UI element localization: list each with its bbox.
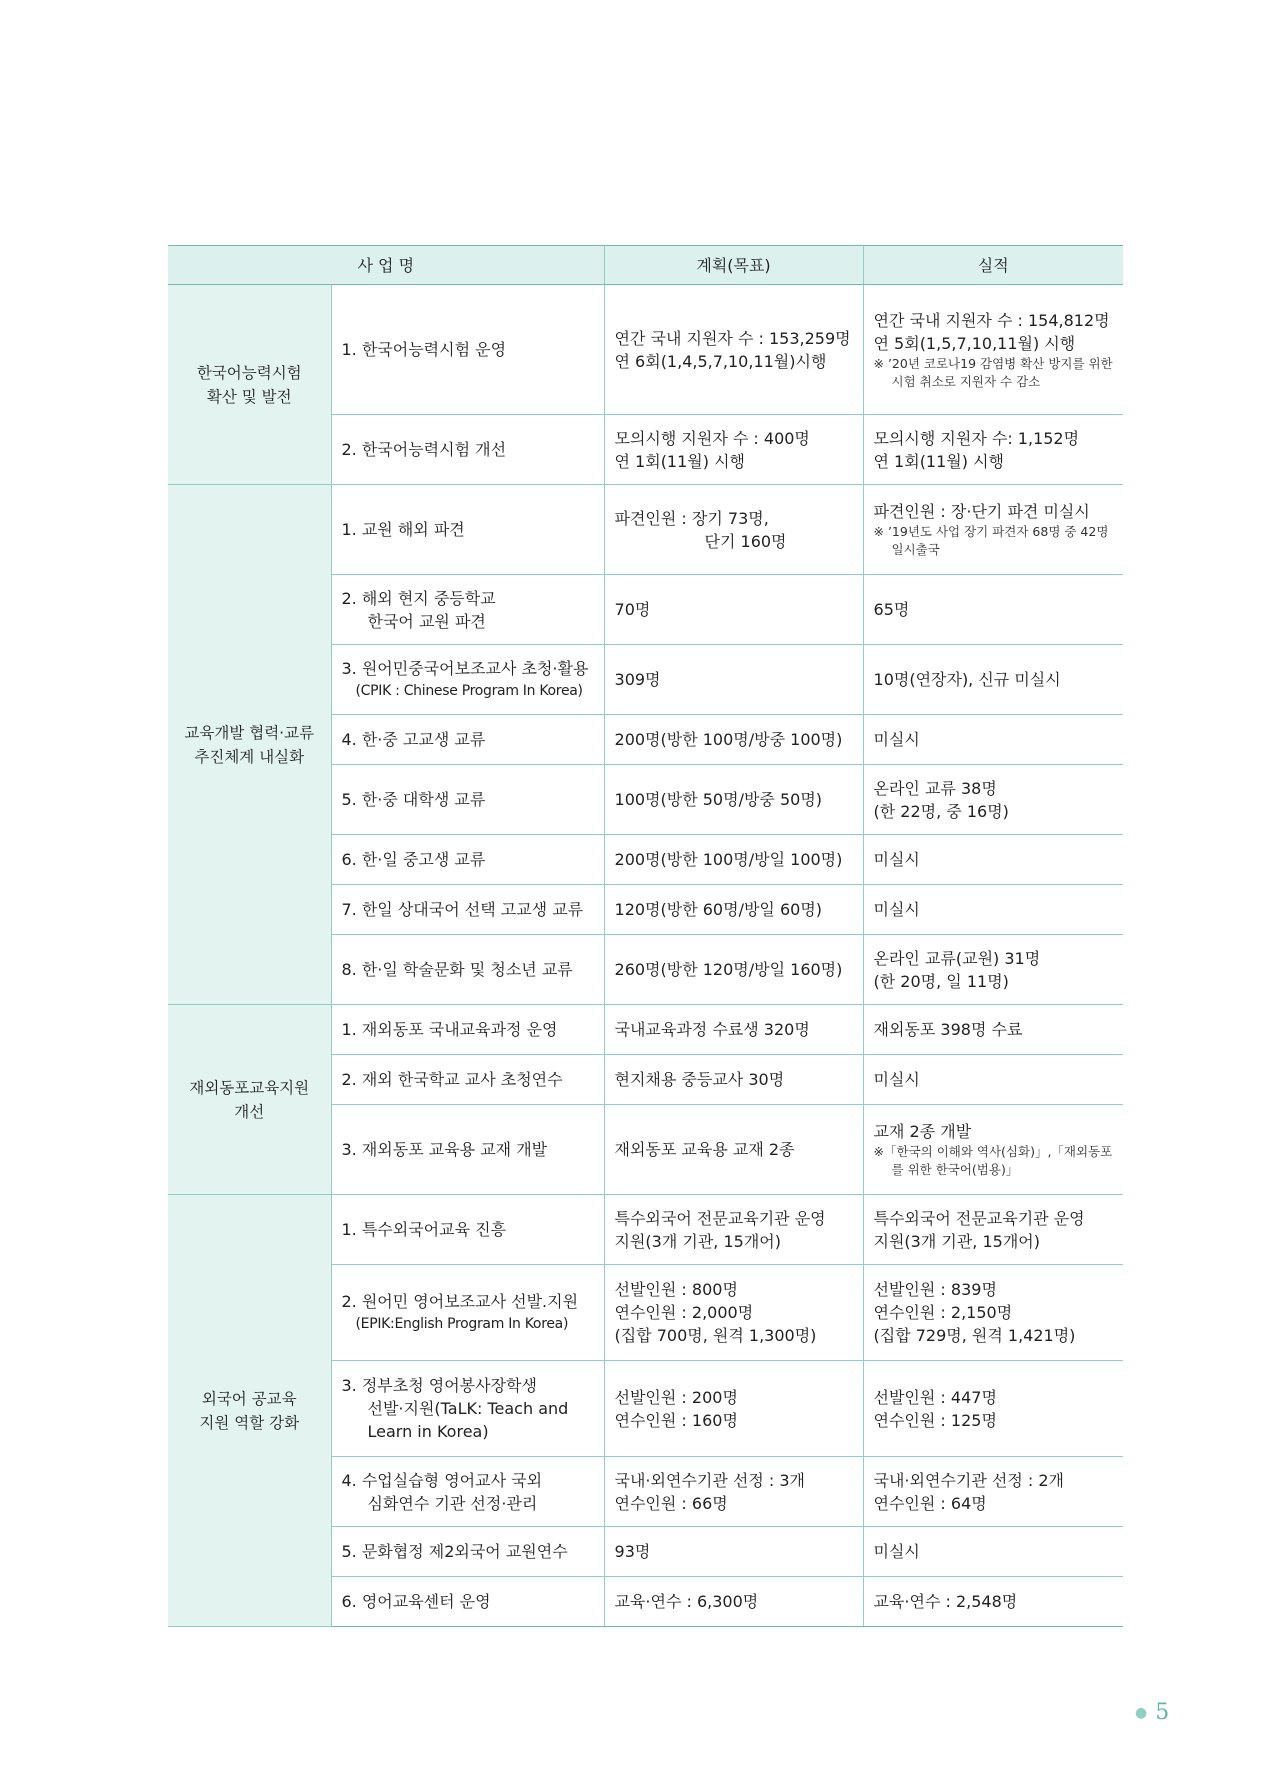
item-line: (CPIK : Chinese Program In Korea) <box>355 682 583 699</box>
result-line: 미실시 <box>873 900 920 919</box>
plan-line: 120명(방한 60명/방일 60명) <box>614 900 823 919</box>
result-line: 온라인 교류 38명 <box>873 778 997 798</box>
result-line: 연간 국내 지원자 수 : 154,812명 <box>873 310 1110 330</box>
result-line: 미실시 <box>873 730 920 749</box>
header-project: 사 업 명 <box>168 246 604 285</box>
result-cell <box>863 835 1123 885</box>
category-cell <box>168 485 331 1005</box>
item-line: 2. 재외 한국학교 교사 초청연수 <box>341 1070 563 1089</box>
plan-line: 연 1회(11월) 시행 <box>614 451 745 471</box>
plan-line: 모의시행 지원자 수 : 400명 <box>614 428 810 448</box>
category-line: 외국어 공교육 <box>201 1389 297 1408</box>
plan-cell <box>604 1105 863 1195</box>
result-line: 연 5회(1,5,7,10,11월) 시행 <box>873 333 1076 353</box>
result-line: 선발인원 : 839명 <box>873 1280 997 1299</box>
table-row <box>168 1195 1123 1265</box>
table-row <box>168 485 1123 575</box>
item-line: 3. 정부초청 영어봉사장학생 <box>341 1376 537 1395</box>
plan-line: 260명(방한 120명/방일 160명) <box>614 960 843 979</box>
plan-cell <box>604 1527 863 1577</box>
plan-line: 재외동포 교육용 교재 2종 <box>614 1140 795 1159</box>
result-cell <box>863 935 1123 1005</box>
result-cell <box>863 1005 1123 1055</box>
item-cell <box>331 1005 604 1055</box>
item-line: 1. 한국어능력시험 운영 <box>341 340 507 359</box>
item-line: 1. 교원 해외 파견 <box>341 520 465 539</box>
category-cell <box>168 1195 331 1627</box>
header-row <box>168 246 1123 285</box>
item-line: 1. 재외동포 국내교육과정 운영 <box>341 1020 558 1039</box>
result-cell <box>863 1265 1123 1361</box>
category-line: 확산 및 발전 <box>206 387 292 406</box>
item-cell <box>331 1577 604 1627</box>
plan-line: 연수인원 : 66명 <box>614 1493 728 1513</box>
item-line: 2. 해외 현지 중등학교 <box>341 588 496 608</box>
plan-line: 국내교육과정 수료생 320명 <box>614 1020 810 1039</box>
plan-line: 선발인원 : 800명 <box>614 1280 738 1299</box>
result-line: 교재 2종 개발 <box>873 1122 972 1141</box>
result-line: 파견인원 : 장·단기 파견 미실시 <box>873 502 1090 521</box>
result-line: (집합 729명, 원격 1,421명) <box>873 1326 1076 1345</box>
item-cell <box>331 1361 604 1457</box>
item-line: (EPIK:English Program In Korea) <box>355 1315 569 1332</box>
plan-cell <box>604 1055 863 1105</box>
item-cell <box>331 1527 604 1577</box>
result-cell <box>863 285 1123 415</box>
result-line: 국내·외연수기관 선정 : 2개 <box>873 1470 1064 1490</box>
result-line: 미실시 <box>873 1542 920 1561</box>
result-line: 연수인원 : 2,150명 <box>873 1303 1013 1322</box>
plan-cell <box>604 715 863 765</box>
plan-line: 93명 <box>614 1542 651 1561</box>
result-line: (한 20명, 일 11명) <box>873 971 1009 991</box>
result-line: 연수인원 : 125명 <box>873 1410 997 1430</box>
item-cell <box>331 415 604 485</box>
page-number-text: 5 <box>1155 1700 1170 1725</box>
plan-line: 국내·외연수기관 선정 : 3개 <box>614 1470 805 1490</box>
plan-line: 200명(방한 100명/방중 100명) <box>614 730 843 749</box>
plan-line: 단기 160명 <box>704 531 787 551</box>
result-cell <box>863 765 1123 835</box>
item-line: 3. 재외동포 교육용 교재 개발 <box>341 1140 548 1159</box>
item-cell <box>331 485 604 575</box>
item-cell <box>331 1195 604 1265</box>
item-line: 3. 원어민중국어보조교사 초청·활용 <box>341 658 589 678</box>
result-note: ※ ’19년도 사업 장기 파견자 68명 중 42명 일시출국 <box>873 524 1109 557</box>
result-cell <box>863 1361 1123 1457</box>
header-plan: 계획(목표) <box>604 246 863 285</box>
category-line: 재외동포교육지원 <box>189 1078 310 1097</box>
plan-cell <box>604 645 863 715</box>
plan-cell <box>604 415 863 485</box>
plan-line: 지원(3개 기관, 15개어) <box>614 1231 781 1251</box>
item-cell <box>331 1457 604 1527</box>
plan-line: (집합 700명, 원격 1,300명) <box>614 1326 817 1345</box>
item-cell <box>331 1055 604 1105</box>
result-line: 연 1회(11월) 시행 <box>873 451 1004 471</box>
plan-cell <box>604 885 863 935</box>
category-line: 한국어능력시험 <box>196 363 302 382</box>
result-cell <box>863 415 1123 485</box>
plan-line: 연수인원 : 160명 <box>614 1410 738 1430</box>
item-line: 6. 한·일 중고생 교류 <box>341 850 486 869</box>
item-line: 2. 한국어능력시험 개선 <box>341 440 507 459</box>
category-cell <box>168 1005 331 1195</box>
plan-line: 연 6회(1,4,5,7,10,11월)시행 <box>614 351 827 371</box>
result-line: 선발인원 : 447명 <box>873 1387 997 1407</box>
item-line: 5. 한·중 대학생 교류 <box>341 790 486 809</box>
result-line: 미실시 <box>873 850 920 869</box>
table-row <box>168 1005 1123 1055</box>
item-cell <box>331 935 604 1005</box>
item-cell <box>331 885 604 935</box>
page-number <box>1135 1700 1169 1725</box>
plan-cell <box>604 1457 863 1527</box>
item-line: 심화연수 기관 선정·관리 <box>367 1493 538 1513</box>
item-line: 4. 수업실습형 영어교사 국외 <box>341 1470 543 1490</box>
item-cell <box>331 835 604 885</box>
item-cell <box>331 575 604 645</box>
header-result: 실적 <box>863 246 1123 285</box>
plan-line: 교육·연수 : 6,300명 <box>614 1592 759 1611</box>
result-cell <box>863 485 1123 575</box>
item-cell <box>331 1105 604 1195</box>
item-cell <box>331 285 604 415</box>
plan-line: 선발인원 : 200명 <box>614 1387 738 1407</box>
plan-cell <box>604 1195 863 1265</box>
plan-line: 100명(방한 50명/방중 50명) <box>614 790 823 809</box>
plan-cell <box>604 575 863 645</box>
result-note: ※「한국의 이해와 역사(심화)」,「재외동포를 위한 한국어(범용)」 <box>873 1144 1113 1177</box>
item-cell <box>331 715 604 765</box>
category-line: 추진체계 내실화 <box>194 747 305 766</box>
bullet-dot-icon: ● <box>1135 1705 1148 1721</box>
category-cell <box>168 285 331 485</box>
item-cell <box>331 1265 604 1361</box>
result-line: 모의시행 지원자 수: 1,152명 <box>873 428 1080 448</box>
plan-line: 연간 국내 지원자 수 : 153,259명 <box>614 328 851 348</box>
item-line: 7. 한일 상대국어 선택 고교생 교류 <box>341 900 584 919</box>
performance-table <box>168 245 1123 1627</box>
result-cell <box>863 1457 1123 1527</box>
plan-cell <box>604 285 863 415</box>
item-line: 2. 원어민 영어보조교사 선발.지원 <box>341 1291 579 1311</box>
plan-cell <box>604 1005 863 1055</box>
result-line: 연수인원 : 64명 <box>873 1493 987 1513</box>
result-cell <box>863 1105 1123 1195</box>
item-line: 5. 문화협정 제2외국어 교원연수 <box>341 1542 568 1561</box>
result-line: 교육·연수 : 2,548명 <box>873 1592 1018 1611</box>
plan-line: 현지채용 중등교사 30명 <box>614 1070 785 1089</box>
item-line: 1. 특수외국어교육 진흥 <box>341 1220 507 1239</box>
plan-cell <box>604 1361 863 1457</box>
item-cell <box>331 765 604 835</box>
category-line: 지원 역할 강화 <box>199 1413 300 1432</box>
plan-cell <box>604 485 863 575</box>
plan-cell <box>604 765 863 835</box>
plan-cell <box>604 935 863 1005</box>
plan-cell <box>604 1265 863 1361</box>
item-line: 한국어 교원 파견 <box>367 611 486 631</box>
plan-line: 연수인원 : 2,000명 <box>614 1303 754 1322</box>
item-line: Learn in Korea) <box>367 1422 489 1441</box>
result-cell <box>863 885 1123 935</box>
result-line: 미실시 <box>873 1070 920 1089</box>
result-line: 65명 <box>873 600 910 619</box>
result-cell <box>863 1195 1123 1265</box>
result-cell <box>863 1527 1123 1577</box>
result-line: 10명(연장자), 신규 미실시 <box>873 670 1061 689</box>
result-cell <box>863 1055 1123 1105</box>
result-line: 특수외국어 전문교육기관 운영 <box>873 1208 1085 1228</box>
plan-line: 309명 <box>614 670 661 689</box>
result-line: 지원(3개 기관, 15개어) <box>873 1231 1040 1251</box>
item-line: 4. 한·중 고교생 교류 <box>341 730 486 749</box>
result-note: ※ ’20년 코로나19 감염병 확산 방지를 위한 시험 취소로 지원자 수 감소 <box>873 355 1113 389</box>
plan-line: 파견인원 : 장기 73명, <box>614 508 769 528</box>
plan-cell <box>604 1577 863 1627</box>
result-cell <box>863 715 1123 765</box>
result-line: (한 22명, 중 16명) <box>873 801 1009 821</box>
item-line: 8. 한·일 학술문화 및 청소년 교류 <box>341 960 573 979</box>
table-row <box>168 285 1123 415</box>
result-line: 재외동포 398명 수료 <box>873 1020 1023 1039</box>
result-line: 온라인 교류(교원) 31명 <box>873 948 1041 968</box>
plan-cell <box>604 835 863 885</box>
plan-line: 200명(방한 100명/방일 100명) <box>614 850 843 869</box>
plan-line: 특수외국어 전문교육기관 운영 <box>614 1208 826 1228</box>
result-cell <box>863 1577 1123 1627</box>
category-line: 교육개발 협력·교류 <box>184 723 315 742</box>
category-line: 개선 <box>234 1102 265 1121</box>
item-line: 선발·지원(TaLK: Teach and <box>367 1399 569 1418</box>
item-cell <box>331 645 604 715</box>
plan-line: 70명 <box>614 600 651 619</box>
item-line: 6. 영어교육센터 운영 <box>341 1592 491 1611</box>
result-cell <box>863 575 1123 645</box>
result-cell <box>863 645 1123 715</box>
